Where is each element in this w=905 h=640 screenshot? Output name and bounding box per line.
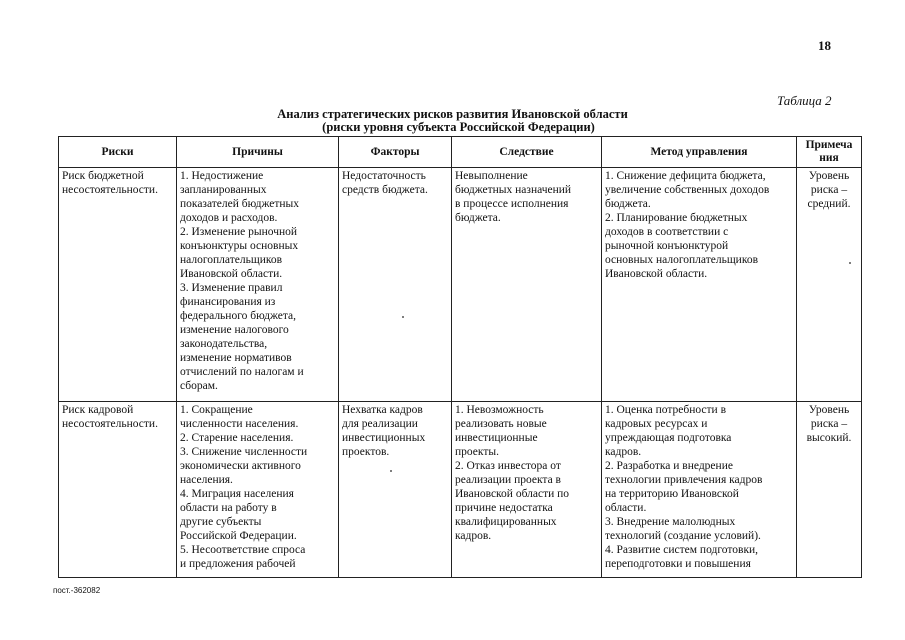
cell-text-line: инвестиционные	[455, 432, 538, 444]
cell-text-line: для реализации	[342, 418, 418, 430]
cell-text-line: причине недостатка	[455, 502, 553, 514]
cell-text-line: Невыполнение	[455, 170, 528, 182]
cell-text-line: 3. Снижение численности	[180, 446, 308, 458]
cell-text-line: изменение налогового	[180, 324, 289, 336]
cell-text-line: другие субъекты	[180, 516, 262, 528]
header-causes: Причины	[177, 137, 339, 168]
cell-text-line: 3. Внедрение малолюдных	[605, 516, 736, 528]
table-row	[59, 402, 862, 578]
cell-text-line: Российской Федерации.	[180, 530, 297, 542]
cell-text-line: упреждающая подготовка	[605, 432, 732, 444]
cell-consequence	[452, 402, 602, 578]
cell-text-line: кадров.	[455, 530, 492, 542]
cell-text-line: Ивановской области.	[605, 268, 708, 280]
cell-text-line: финансирования из	[180, 296, 276, 308]
cell-text-line: 2. Изменение рыночной	[180, 226, 298, 238]
cell-text-line: технологии привлечения кадров	[605, 474, 763, 486]
cell-text-line: несостоятельности.	[62, 418, 158, 430]
cell-text-line: 1. Невозможность	[455, 404, 544, 416]
cell-text-line: средств бюджета.	[342, 184, 428, 196]
cell-text-line: 2. Разработка и внедрение	[605, 460, 733, 472]
cell-method	[602, 402, 797, 578]
cell-text-line: 1. Сокращение	[180, 404, 253, 416]
scan-speck	[849, 262, 851, 264]
table-header-row	[59, 137, 862, 168]
cell-text-line: 1. Снижение дефицита бюджета,	[605, 170, 766, 182]
cell-text-line: 5. Несоответствие спроса	[180, 544, 306, 556]
cell-risk	[59, 168, 177, 402]
cell-text-line: отчислений по налогам и	[180, 366, 304, 378]
header-consequence: Следствие	[452, 137, 602, 168]
cell-text-line: риска –	[810, 418, 848, 430]
cell-text-line: Нехватка кадров	[342, 404, 423, 416]
cell-text-line: 2. Планирование бюджетных	[605, 212, 748, 224]
cell-text-line: Уровень	[808, 404, 850, 416]
cell-text-line: бюджетных назначений	[455, 184, 572, 196]
cell-text-line: экономически активного	[180, 460, 301, 472]
scan-speck	[390, 470, 392, 472]
cell-text-line: и предложения рабочей	[180, 558, 296, 570]
cell-notes	[797, 168, 862, 402]
cell-text-line: риска –	[810, 184, 848, 196]
scan-speck	[402, 316, 404, 318]
cell-text-line: технологий (создание условий).	[605, 530, 761, 542]
cell-text-line: Риск кадровой	[62, 404, 134, 416]
cell-factors	[339, 402, 452, 578]
cell-text-line: запланированных	[180, 184, 267, 196]
cell-text-line: 1. Оценка потребности в	[605, 404, 727, 416]
cell-text-line: кадров.	[605, 446, 642, 458]
title-line-1: Анализ стратегических рисков развития Ивановской области	[277, 107, 628, 121]
cell-causes	[177, 402, 339, 578]
cell-factors	[339, 168, 452, 402]
cell-text-line: несостоятельности.	[62, 184, 158, 196]
cell-text-line: Ивановской области по	[455, 488, 570, 500]
cell-causes	[177, 168, 339, 402]
table-row	[59, 168, 862, 402]
cell-notes	[797, 402, 862, 578]
risk-analysis-table	[58, 136, 862, 578]
header-notes: Примеча ния	[797, 137, 862, 168]
cell-text-line: бюджета.	[605, 198, 651, 210]
cell-risk	[59, 402, 177, 578]
cell-text-line: 2. Отказ инвестора от	[455, 460, 561, 472]
cell-text-line: населения.	[180, 474, 233, 486]
cell-text-line: налогоплательщиков	[180, 254, 283, 266]
table-title	[0, 108, 905, 134]
cell-text-line: Уровень	[808, 170, 850, 182]
cell-text-line: бюджета.	[455, 212, 501, 224]
cell-text-line: доходов и расходов.	[180, 212, 278, 224]
cell-text-line: проекты.	[455, 446, 499, 458]
cell-text-line: сборам.	[180, 380, 218, 392]
cell-text-line: увеличение собственных доходов	[605, 184, 770, 196]
cell-text-line: реализовать новые	[455, 418, 547, 430]
title-line-2: (риски уровня субъекта Российской Федерации)	[322, 120, 595, 134]
cell-text-line: 4. Развитие систем подготовки,	[605, 544, 759, 556]
cell-text-line: высокий.	[806, 432, 852, 444]
cell-text-line: области на работу в	[180, 502, 277, 514]
cell-text-line: законодательства,	[180, 338, 268, 350]
header-risks: Риски	[59, 137, 177, 168]
cell-text-line: рыночной конъюнктурой	[605, 240, 729, 252]
cell-text-line: 3. Изменение правил	[180, 282, 283, 294]
cell-text-line: 2. Старение населения.	[180, 432, 294, 444]
header-method: Метод управления	[602, 137, 797, 168]
cell-text-line: реализации проекта в	[455, 474, 561, 486]
cell-text-line: в процессе исполнения	[455, 198, 569, 210]
cell-text-line: конъюнктуры основных	[180, 240, 299, 252]
table-caption: Таблица 2	[777, 93, 832, 108]
cell-text-line: 1. Недостижение	[180, 170, 264, 182]
cell-text-line: 4. Миграция населения	[180, 488, 294, 500]
cell-text-line: численности населения.	[180, 418, 299, 430]
cell-text-line: инвестиционных	[342, 432, 426, 444]
cell-text-line: Риск бюджетной	[62, 170, 144, 182]
cell-text-line: на территорию Ивановской	[605, 488, 739, 500]
cell-consequence	[452, 168, 602, 402]
cell-text-line: федерального бюджета,	[180, 310, 297, 322]
cell-text-line: переподготовки и повышения	[605, 558, 751, 570]
cell-text-line: основных налогоплательщиков	[605, 254, 759, 266]
cell-text-line: квалифицированных	[455, 516, 557, 528]
cell-text-line: изменение нормативов	[180, 352, 292, 364]
header-factors: Факторы	[339, 137, 452, 168]
cell-method	[602, 168, 797, 402]
page-number: 18	[818, 38, 831, 53]
cell-text-line: доходов в соответствии с	[605, 226, 729, 238]
cell-text-line: проектов.	[342, 446, 390, 458]
cell-text-line: области.	[605, 502, 647, 514]
cell-text-line: показателей бюджетных	[180, 198, 300, 210]
cell-text-line: Недостаточность	[342, 170, 426, 182]
cell-text-line: кадровых ресурсах и	[605, 418, 708, 430]
cell-text-line: Ивановской области.	[180, 268, 283, 280]
footer-document-id: пост.-362082	[53, 586, 101, 595]
cell-text-line: средний.	[807, 198, 851, 210]
